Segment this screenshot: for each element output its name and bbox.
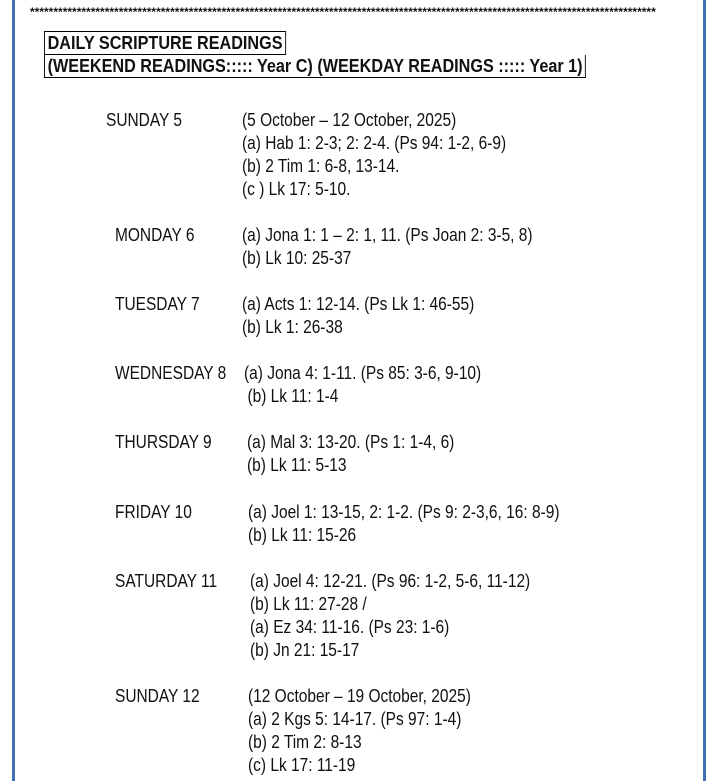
readings-tuesday-7 <box>242 293 474 339</box>
reading-line: (a) 2 Kgs 5: 14-17. (Ps 97: 1-4) <box>248 709 462 729</box>
reading-line: (b) Lk 1: 26-38 <box>242 317 343 337</box>
title-main: DAILY SCRIPTURE READINGS <box>44 31 286 55</box>
day-label-friday-10: FRIDAY 10 <box>115 502 192 522</box>
reading-line: (c ) Lk 17: 5-10. <box>242 179 351 199</box>
reading-line: (b) Lk 11: 1-4 <box>247 386 339 406</box>
reading-line: (b) 2 Tim 2: 8-13 <box>248 732 362 752</box>
reading-line: (5 October – 12 October, 2025) <box>242 110 457 130</box>
day-label-monday-6: MONDAY 6 <box>115 225 195 245</box>
day-label-thursday-9: THURSDAY 9 <box>115 432 212 452</box>
separator-line: ************************************************************************************************************************************** <box>30 5 656 19</box>
reading-line: (a) Ez 34: 11-16. (Ps 23: 1-6) <box>250 617 450 637</box>
readings-sunday-12 <box>248 685 471 777</box>
day-label-sunday-5: SUNDAY 5 <box>106 110 183 130</box>
reading-line: (a) Hab 1: 2-3; 2: 2-4. (Ps 94: 1-2, 6-9) <box>242 133 507 153</box>
readings-saturday-11 <box>250 570 530 662</box>
reading-line: (b) 2 Tim 1: 6-8, 13-14. <box>242 156 400 176</box>
day-label-saturday-11: SATURDAY 11 <box>115 571 218 591</box>
reading-line: (a) Joel 4: 12-21. (Ps 96: 1-2, 5-6, 11-12) <box>250 571 531 591</box>
readings-sunday-5 <box>242 109 506 201</box>
reading-line: (a) Joel 1: 13-15, 2: 1-2. (Ps 9: 2-3,6, 16: 8-9) <box>248 502 560 522</box>
reading-line: (a) Jona 1: 1 – 2: 1, 11. (Ps Joan 2: 3-5, 8) <box>242 225 533 245</box>
readings-wednesday-8 <box>244 362 481 408</box>
reading-line: (b) Lk 11: 27-28 / <box>250 594 367 614</box>
reading-line: (a) Acts 1: 12-14. (Ps Lk 1: 46-55) <box>242 294 475 314</box>
title-subtitle: (WEEKEND READINGS::::: Year C) (WEEKDAY READINGS ::::: Year 1) <box>44 55 586 78</box>
reading-line: (b) Lk 11: 15-26 <box>248 525 357 545</box>
reading-line: (b) Lk 10: 25-37 <box>242 248 352 268</box>
reading-line: (12 October – 19 October, 2025) <box>248 686 471 706</box>
readings-thursday-9 <box>247 431 454 477</box>
reading-line: (b) Lk 11: 5-13 <box>247 455 347 475</box>
reading-line: (a) Jona 4: 1-11. (Ps 85: 3-6, 9-10) <box>244 363 482 383</box>
readings-monday-6 <box>242 224 533 270</box>
reading-line: (c) Lk 17: 11-19 <box>248 755 356 775</box>
day-label-wednesday-8: WEDNESDAY 8 <box>115 363 227 383</box>
day-label-tuesday-7: TUESDAY 7 <box>115 294 200 314</box>
readings-friday-10 <box>248 501 559 547</box>
page-title <box>44 31 586 78</box>
reading-line: (b) Jn 21: 15-17 <box>250 640 360 660</box>
reading-line: (a) Mal 3: 13-20. (Ps 1: 1-4, 6) <box>247 432 455 452</box>
day-label-sunday-12: SUNDAY 12 <box>115 686 200 706</box>
